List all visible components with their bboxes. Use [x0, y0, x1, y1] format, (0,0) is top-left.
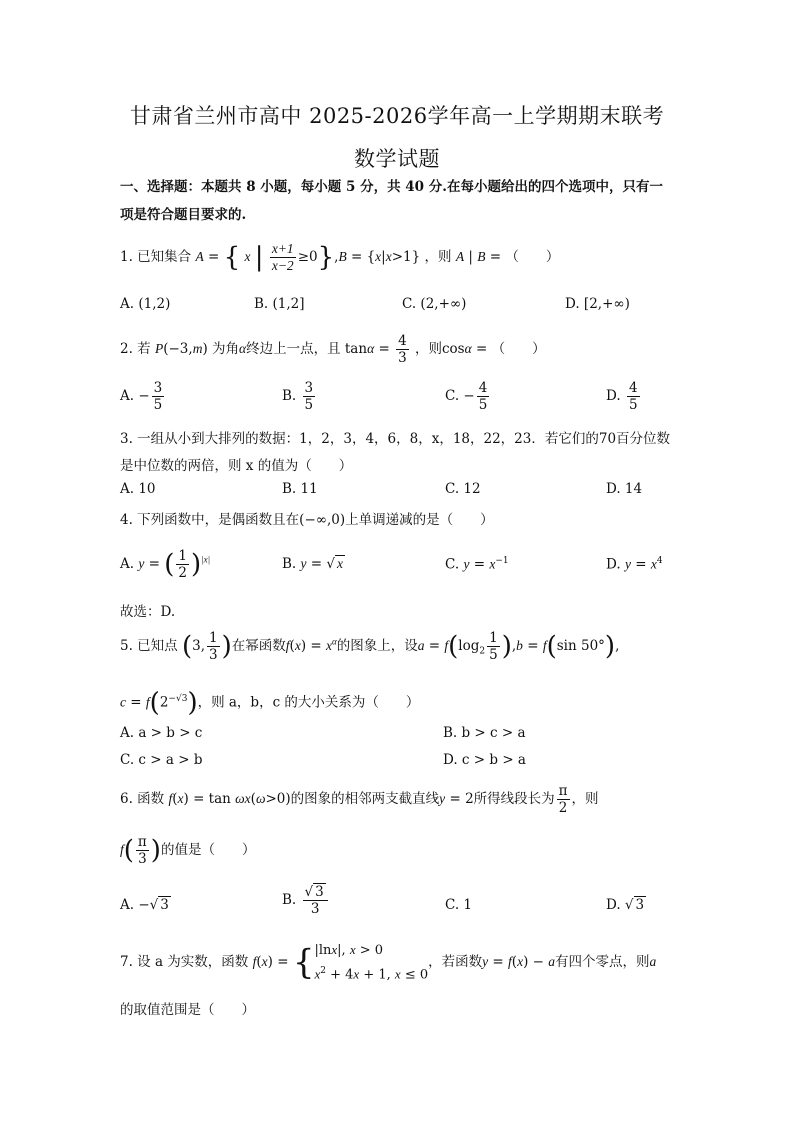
- q1-option-b: B. (1,2]: [254, 296, 305, 312]
- page-subtitle: 数学试题: [354, 147, 440, 171]
- q5-option-c: C. c > a > b: [120, 752, 203, 768]
- q2-prefix: 2. 若: [120, 341, 151, 357]
- q6-option-d-label: D.: [606, 897, 621, 913]
- section-line-2: 项是符合题目要求的.: [120, 207, 247, 223]
- q4-prefix: 4. 下列函数中，是偶函数且在: [120, 512, 300, 528]
- q5-option-b: B. b > c > a: [443, 725, 526, 741]
- question-1: 1. 已知集合 A = { x | $\frac{x+1}{x-2}$ ≥0},B = {x|x>1} ，则 A | B = （ ）: [120, 241, 560, 273]
- q2-fraction: $\frac{4}{3}$: [398, 333, 407, 366]
- q2-mid2: 终边上一点，且: [246, 341, 341, 357]
- q3-option-b: B. 11: [282, 481, 318, 497]
- q4-option-c: C. $y = x^{-1}$: [445, 556, 509, 573]
- q6-option-d: D. √ 3: [606, 897, 645, 913]
- q2-option-c-label: C.: [445, 388, 460, 404]
- q2-option-b-label: B.: [282, 388, 297, 404]
- q1-prefix: 1. 已知集合: [120, 249, 192, 265]
- q1-suffix: ，则: [424, 249, 452, 265]
- q5-mid: 在幂函数: [231, 638, 286, 654]
- q5-prefix: 5. 已知点: [120, 638, 178, 654]
- q7-mid: ，若函数: [428, 954, 483, 971]
- q4-option-d: D. $y = x^4$: [606, 556, 663, 573]
- q4-option-c-label: C.: [445, 556, 460, 573]
- question-3-line-2: 是中位数的两倍，则 x 的值为（ ）: [120, 458, 353, 474]
- q1-option-c: C. (2,+∞): [402, 296, 467, 312]
- q2-option-d: D. $\frac{4}{5}$: [606, 380, 638, 413]
- q2-option-b: B. $\frac{3}{5}$: [282, 380, 314, 413]
- question-5-line-1: 5. 已知点 (3, $\frac{1}{3}$ )在幂函数$f(x) = x^\alpha$的图象上，设$a = f(\log_2$ $\frac{1}{5}$ ),b = f(sin 50°),: [120, 630, 620, 663]
- q6-prefix: 6. 函数: [120, 791, 165, 807]
- q6-option-b-label: B.: [282, 892, 297, 908]
- q2-option-a: A. − $\frac{3}{5}$: [120, 380, 163, 413]
- q4-option-d-label: D.: [606, 556, 621, 573]
- q2-option-c: C. − $\frac{4}{5}$: [445, 380, 488, 413]
- q2-tail: （ ）: [491, 341, 546, 357]
- q2-mid3: ，则: [414, 341, 442, 357]
- question-7-line-2: 的取值范围是（ ）: [120, 1002, 255, 1018]
- q3-option-d: D. 14: [606, 481, 643, 497]
- q2-mid1: 为角: [212, 341, 239, 357]
- q2-option-d-label: D.: [606, 388, 621, 404]
- q4-option-b: B. y = √ x: [282, 556, 344, 572]
- question-6-line-2: f( $\frac{\pi}{3}$ )的值是（ ）: [120, 834, 256, 867]
- q6-line2: 的值是（ ）: [160, 842, 256, 858]
- q6-option-c: C. 1: [445, 897, 473, 913]
- question-7-line-1: 7. 设 a 为实数，函数 f(x) = { |lnx|, x > 0 $x^2 + 4x + 1$, x ≤ 0 ，若函数y = f(x) − a有四个零点，则a: [120, 942, 657, 983]
- q5-line2b: ，则 a，b，c 的大小关系为（ ）: [197, 694, 420, 711]
- q1-expr: A: [455, 249, 465, 264]
- q3-option-c: C. 12: [445, 481, 481, 497]
- q5-option-d: D. c > b > a: [443, 752, 526, 768]
- q6-mid: 的图象的相邻两支截直线: [290, 791, 440, 807]
- q4-option-a-label: A.: [120, 556, 135, 572]
- section-line-1: 一、选择题：本题共 8 小题，每小题 5 分，共 40 分.在每小题给出的四个选项中，只有一: [120, 179, 663, 195]
- q2-option-a-label: A.: [120, 388, 135, 404]
- q7-prefix: 7. 设 a 为实数，函数: [120, 954, 249, 971]
- section-heading: [120, 173, 680, 229]
- q1-brace-close: }: [317, 242, 335, 273]
- q6-tail: ，则: [571, 791, 599, 807]
- q6-option-a-label: A.: [120, 897, 135, 913]
- q3-option-a: A. 10: [120, 481, 156, 497]
- q1-option-a: A. (1,2): [120, 296, 171, 312]
- q4-answer: 故选：D.: [120, 604, 176, 620]
- page-title: 甘肃省兰州市高中 2025-2026学年高一上学期期末联考: [129, 104, 665, 128]
- q2-point: P: [154, 341, 164, 356]
- q4-suffix: 上单调递减的是（ ）: [345, 512, 494, 528]
- question-5-line-2: $c = f(2^{-√3})$，则 a，b，c 的大小关系为（ ）: [120, 688, 420, 718]
- q5-mid2: 的图象上，设: [336, 638, 418, 654]
- question-2: 2. 若 P(−3,m) 为角α终边上一点，且 tanα = $\frac{4}{3}$ ，则cosα = （ ）: [120, 333, 546, 366]
- q1-tail: （ ）: [505, 249, 560, 265]
- q6-mid2: 所得线段长为: [473, 791, 555, 807]
- q1-var-x: x: [244, 249, 251, 264]
- q1-brace-open: {: [223, 242, 241, 273]
- question-4: 4. 下列函数中，是偶函数且在(−∞,0)上单调递减的是（ ）: [120, 512, 494, 528]
- question-3-line-1: 3. 一组从小到大排列的数据：1，2，3，4，6，8，x，18，22，23．若它们的70百分位数: [120, 431, 671, 447]
- question-6-line-1: 6. 函数 f(x) = tan ωx(ω>0)的图象的相邻两支截直线y = 2所得线段长为 $\frac{\pi}{2}$ ，则: [120, 783, 599, 816]
- q4-option-b-label: B.: [282, 556, 297, 572]
- q6-option-a: A. −√ 3: [120, 897, 169, 913]
- q4-option-a: A. y = ( $\frac{1}{2}$ )$^{|x|}$: [120, 548, 211, 581]
- q7-mid2: 有四个零点，则: [555, 954, 650, 971]
- q1-set-a: A: [195, 249, 204, 264]
- q6-option-b: B. $\frac{√ 3}{3}$: [282, 884, 330, 917]
- q1-fraction: $\frac{x+1}{x-2}$: [271, 241, 294, 273]
- q1-option-d: D. [2,+∞): [565, 296, 630, 312]
- q1-bar: |: [254, 242, 264, 273]
- q5-option-a: A. a > b > c: [120, 725, 203, 741]
